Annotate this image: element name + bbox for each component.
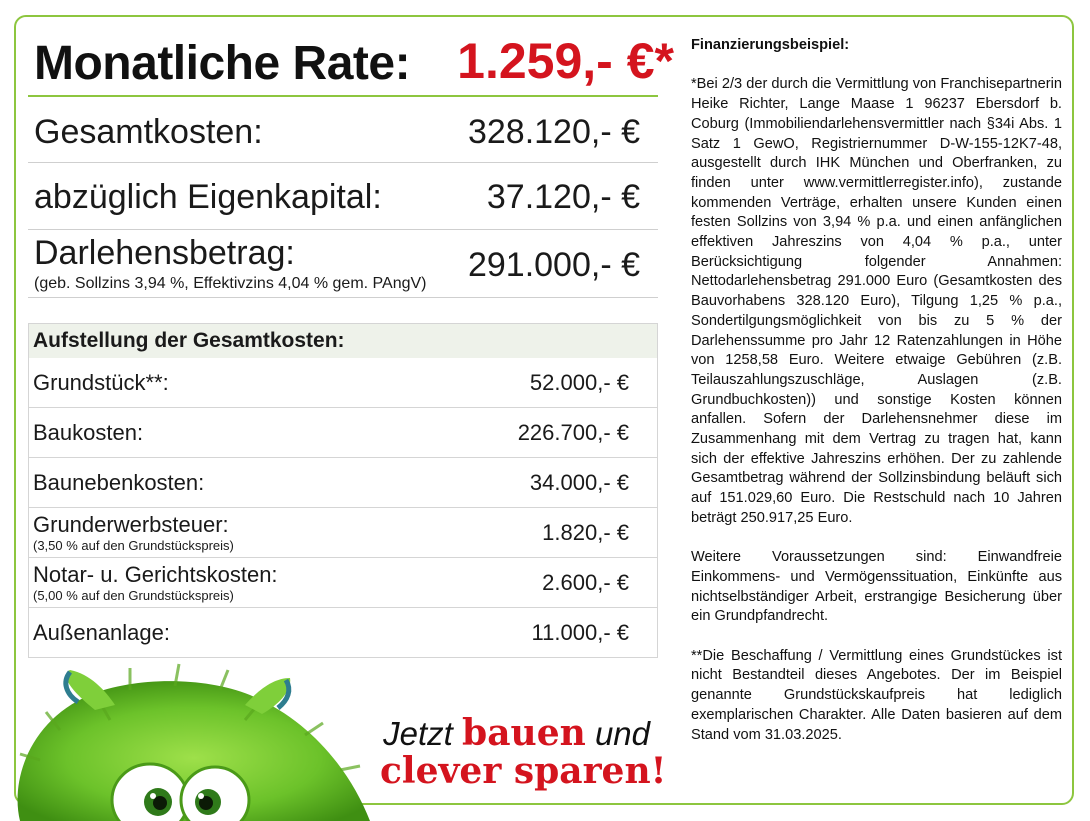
row-label: Grunderwerbsteuer: xyxy=(33,512,229,537)
property-disclaimer: **Die Beschaffung / Vermittlung eines Grundstückes ist nicht Bestandteil dieses Angebotes. Der im Beispiel genannte Grundstückskaufpreis hat lediglich exemplarischen Charakter. Alle Daten basieren auf dem Stand vom 31.03.2025. xyxy=(691,647,1062,743)
monthly-rate-label: Monatliche Rate: xyxy=(34,37,411,90)
row-value: 1.820,- € xyxy=(542,520,629,545)
monthly-rate xyxy=(34,33,674,94)
requirements-paragraph: Weitere Voraussetzungen sind: Einwandfreie Einkommens- und Vermögenssituation, Einkünfte aus nichtselbständiger Arbeit, erstrangige Besicherung über ein Grundpfandrecht. xyxy=(691,549,1062,625)
slogan-highlight: bauen xyxy=(462,712,586,754)
row-value: 34.000,- € xyxy=(529,470,629,495)
monster-mascot-image xyxy=(0,660,380,821)
row-label: Baunebenkosten: xyxy=(33,470,205,495)
row-label: Notar- u. Gerichtskosten: xyxy=(33,562,278,587)
table-header: Aufstellung der Gesamtkosten: xyxy=(29,324,657,358)
financing-paragraph: *Bei 2/3 der durch die Vermittlung von Franchisepartnerin Heike Richter, Lange Maase 1 96237 Ebersdorf b. Coburg (Immobiliendarlehensvermittler nach §34i Abs. 1 Satz 1 GewO, Registriernummer D-W-155-12K7-48, ausgestellt durch IHK München und Oberfranken, zu finden unter www.vermittlerregister.info), zustande kommenden Verträge, erhalten unsere Kunden einen festen Sollzins von 3,94 % p.a. und einen anfänglichen effektiven Jahreszins von 4,04 % p.a., unter Berücksichtigung folgender Annahmen: Nettodarlehensbetrag 291.000 Euro (Gesamtkosten des Bauvorhabens 328.120 Euro), Tilgung 1,25 % p.a., Sondertilgungsmöglichkeit von bis zu 5 % der Darlehenssumme pro Jahr 12 Ratenzahlungen in Höhe von 1258,58 Euro. Weitere etwaige Gebühren (z.B. Teilauszahlungszuschläge, Auslagen (z.B. Grundbuchkosten)) und sonstige Kosten können anfallen. Sofern der Darlehensnehmer diese im Zusammenhang mit dem Vertrag zu tragen hat, kann sich der effektive Jahreszins erhöhen. Der zu zahlende Gesamtbetrag während der Sollzinsbindung beläuft sich auf 151.029,60 Euro. Die Restschuld nach 10 Jahren beträgt 250.917,25 Euro. xyxy=(691,76,1062,526)
table-row xyxy=(29,407,657,457)
financing-example-text xyxy=(691,36,1062,765)
financing-heading: Finanzierungsbeispiel: xyxy=(691,37,850,53)
row-value: 11.000,- € xyxy=(531,620,629,645)
row-label: Baukosten: xyxy=(33,420,144,445)
row-label: Außenanlage: xyxy=(33,620,170,645)
table-row xyxy=(29,358,657,407)
summary-value: 37.120,- € xyxy=(486,178,640,216)
slogan-line-2: clever sparen! xyxy=(380,750,667,792)
table-row xyxy=(29,507,657,557)
summary-row-equity xyxy=(28,163,658,230)
summary-label: abzüglich Eigenkapital: xyxy=(34,178,382,216)
row-sublabel: (3,50 % auf den Grundstückspreis) xyxy=(33,538,234,553)
row-sublabel: (5,00 % auf den Grundstückspreis) xyxy=(33,588,234,603)
summary-label: Gesamtkosten: xyxy=(34,113,263,151)
row-value: 226.700,- € xyxy=(517,420,629,445)
table-row xyxy=(29,607,657,657)
row-label: Grundstück**: xyxy=(33,370,169,395)
slogan-suffix: und xyxy=(594,715,650,752)
slogan xyxy=(380,712,667,792)
row-value: 52.000,- € xyxy=(529,370,629,395)
row-value: 2.600,- € xyxy=(542,570,629,595)
summary-note: (geb. Sollzins 3,94 %, Effektivzins 4,04 % gem. PAngV) xyxy=(34,275,427,292)
summary-row-total-cost xyxy=(28,97,658,163)
slogan-line-1 xyxy=(380,712,650,754)
summary-value: 328.120,- € xyxy=(467,113,640,151)
summary-label: Darlehensbetrag: xyxy=(34,234,295,272)
table-row xyxy=(29,457,657,507)
table-row xyxy=(29,557,657,607)
summary-value: 291.000,- € xyxy=(467,246,640,284)
monthly-rate-value: 1.259,- €* xyxy=(457,33,674,89)
slogan-prefix: Jetzt xyxy=(383,715,453,752)
cost-breakdown-table xyxy=(28,323,658,658)
summary-row-loan-amount xyxy=(28,230,658,298)
